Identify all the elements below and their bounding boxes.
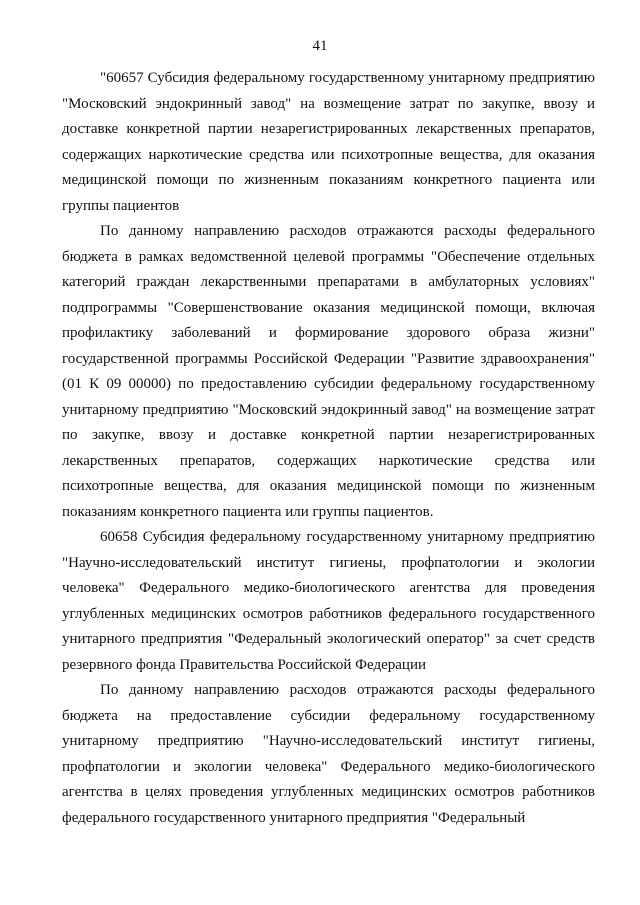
paragraph-subsidy-60657-description: По данному направлению расходов отражаются расходы федерального бюджета в рамках ведомственной целевой программы "Обеспечение отдельных категорий граждан лекарственными препаратами в амбулаторных условиях" подпрограммы "Совершенствование оказания медицинской помощи, включая профилактику заболеваний и формирование здорового образа жизни" государственной программы Российской Федерации "Развитие здравоохранения" (01 К 09 00000) по предоставлению субсидии федеральному государственному унитарному предприятию "Московский эндокринный завод" на возмещение затрат по закупке, ввозу и доставке конкретной партии незарегистрированных лекарственных препаратов, содержащих наркотические средства или психотропные вещества, для оказания медицинской помощи по жизненным показаниям конкретного пациента или группы пациентов.: [62, 223, 595, 520]
page-number: 41: [312, 38, 328, 54]
paragraph-subsidy-60658-heading: 60658 Субсидия федеральному государственному унитарному предприятию "Научно-исследовательский институт гигиены, профпатологии и экологии человека" Федерального медико-биологического агентства для проведения углубленных медицинских осмотров работников федерального государственного унитарного предприятия "Федеральный экологический оператор" за счет средств резервного фонда Правительства Российской Федерации: [62, 529, 595, 673]
paragraph-subsidy-60657-heading: "60657 Субсидия федеральному государственному унитарному предприятию "Московский эндокринный завод" на возмещение затрат по закупке, ввозу и доставке конкретной партии незарегистрированных лекарственных препаратов, содержащих наркотические средства или психотропные вещества, для оказания медицинской помощи по жизненным показаниям конкретного пациента или группы пациентов: [62, 70, 595, 214]
paragraph-subsidy-60658-description: По данному направлению расходов отражаются расходы федерального бюджета на предоставление субсидии федеральному государственному унитарному предприятию "Научно-исследовательский институт гигиены, профпатологии и экологии человека" Федерального медико-биологического агентства в целях проведения углубленных медицинских осмотров работников федерального государственного унитарного предприятия "Федеральный: [62, 682, 595, 826]
document-body: [62, 66, 595, 831]
